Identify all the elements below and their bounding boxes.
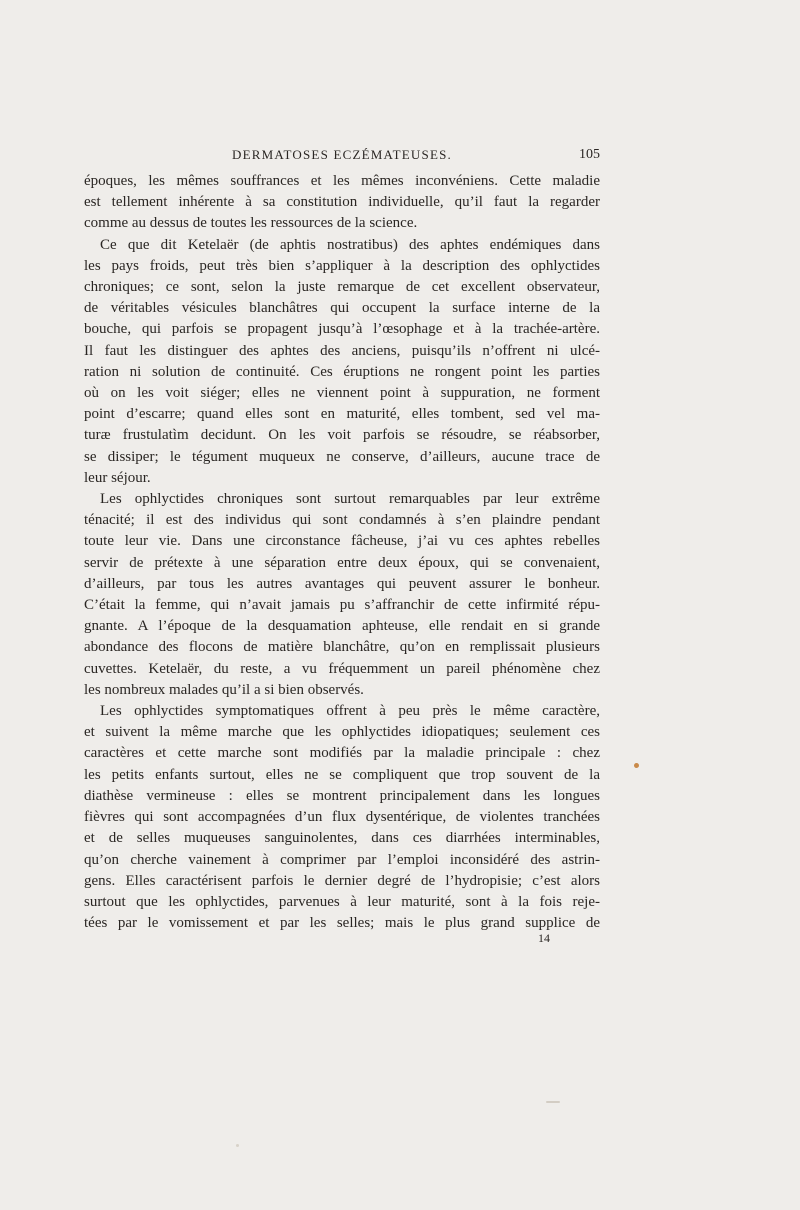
text-line: cuvettes. Ketelaër, du reste, a vu fréquemment un pareil phénomène chez (84, 660, 600, 677)
text-line: Les ophlyctides chroniques sont surtout remarquables par leur extrême (100, 491, 600, 508)
text-line: gens. Elles caractérisent parfois le dernier degré de l’hydropisie; c’est alors (84, 872, 600, 889)
text-line: bouche, qui parfois se propagent jusqu’à l’œsophage et à la trachée-artère. (84, 321, 600, 338)
running-header (84, 147, 600, 167)
text-line: gnante. A l’époque de la desquamation aphteuse, elle rendait en si grande (84, 618, 600, 635)
text-line: caractères et cette marche sont modifiés par la maladie principale : chez (84, 745, 600, 762)
text-line: d’ailleurs, par tous les autres avantages qui peuvent assurer le bonheur. (84, 575, 600, 592)
text-line: est tellement inhérente à sa constitution individuelle, qu’il faut la regarder (84, 194, 600, 211)
page-number: 105 (579, 147, 600, 162)
text-line: comme au dessus de toutes les ressources de la science. (84, 215, 418, 232)
text-line: surtout que les ophlyctides, parvenues à leur maturité, sont à la fois reje- (84, 893, 600, 910)
text-line: turæ frustulatìm decidunt. On les voit parfois se résoudre, se réabsorber, (84, 427, 600, 444)
text-line: les nombreux malades qu’il a si bien observés. (84, 681, 364, 698)
text-line: chroniques; ce sont, selon la juste remarque de cet excellent observateur, (84, 279, 600, 296)
foxing-spot (236, 1144, 239, 1147)
text-line: et suivent la même marche que les ophlyctides idiopatiques; seulement ces (84, 724, 600, 741)
text-line: qu’on cherche vainement à comprimer par l’emploi inconsidéré des astrin- (84, 851, 600, 868)
signature-mark: 14 (538, 931, 550, 945)
text-line: fièvres qui sont accompagnées d’un flux dysentérique, de violentes tranchées (84, 809, 600, 826)
text-line: époques, les mêmes souffrances et les mêmes inconvéniens. Cette maladie (84, 173, 600, 189)
foxing-spot (546, 1101, 560, 1103)
text-line: toute leur vie. Dans une circonstance fâcheuse, j’ai vu ces aphtes rebelles (84, 533, 600, 550)
text-line: diathèse vermineuse : elles se montrent principalement dans les longues (84, 787, 600, 804)
text-line: Ce que dit Ketelaër (de aphtis nostratibus) des aphtes endémiques dans (100, 236, 600, 253)
text-line: Les ophlyctides symptomatiques offrent à peu près le même caractère, (100, 703, 600, 720)
text-line: où on les voit siéger; elles ne viennent point à suppuration, ne forment (84, 385, 600, 402)
text-line: ration ni solution de continuité. Ces éruptions ne rongent point les parties (84, 363, 600, 380)
text-line: tées par le vomissement et par les selles; mais le plus grand supplice de (84, 915, 600, 932)
text-line: leur séjour. (84, 469, 151, 486)
text-line: abondance des flocons de matière blanchâtre, qu’on en remplissait plusieurs (84, 639, 600, 656)
text-line: servir de prétexte à une séparation entre deux époux, qui se convenaient, (84, 554, 600, 571)
text-line: les pays froids, peut très bien s’appliquer à la description des ophlyctides (84, 257, 600, 274)
text-line: Il faut les distinguer des aphtes des anciens, puisqu’ils n’offrent ni ulcé- (84, 342, 600, 359)
text-line: de véritables vésicules blanchâtres qui occupent la surface interne de la (84, 300, 600, 317)
text-line: C’était la femme, qui n’avait jamais pu s’affranchir de cette infirmité répu- (84, 597, 600, 614)
text-line: et de selles muqueuses sanguinolentes, dans ces diarrhées interminables, (84, 830, 600, 847)
body-text (84, 171, 600, 934)
text-line: se dissiper; le tégument muqueux ne conserve, d’ailleurs, aucune trace de (84, 448, 600, 465)
text-line: les petits enfants surtout, elles ne se compliquent que trop souvent de la (84, 766, 600, 783)
running-title: DERMATOSES ECZÉMATEUSES. (232, 147, 452, 162)
text-line: ténacité; il est des individus qui sont condamnés à s’en plaindre pendant (84, 512, 600, 529)
text-line: point d’escarre; quand elles sont en maturité, elles tombent, sed vel ma- (84, 406, 600, 423)
foxing-spot (634, 763, 639, 768)
